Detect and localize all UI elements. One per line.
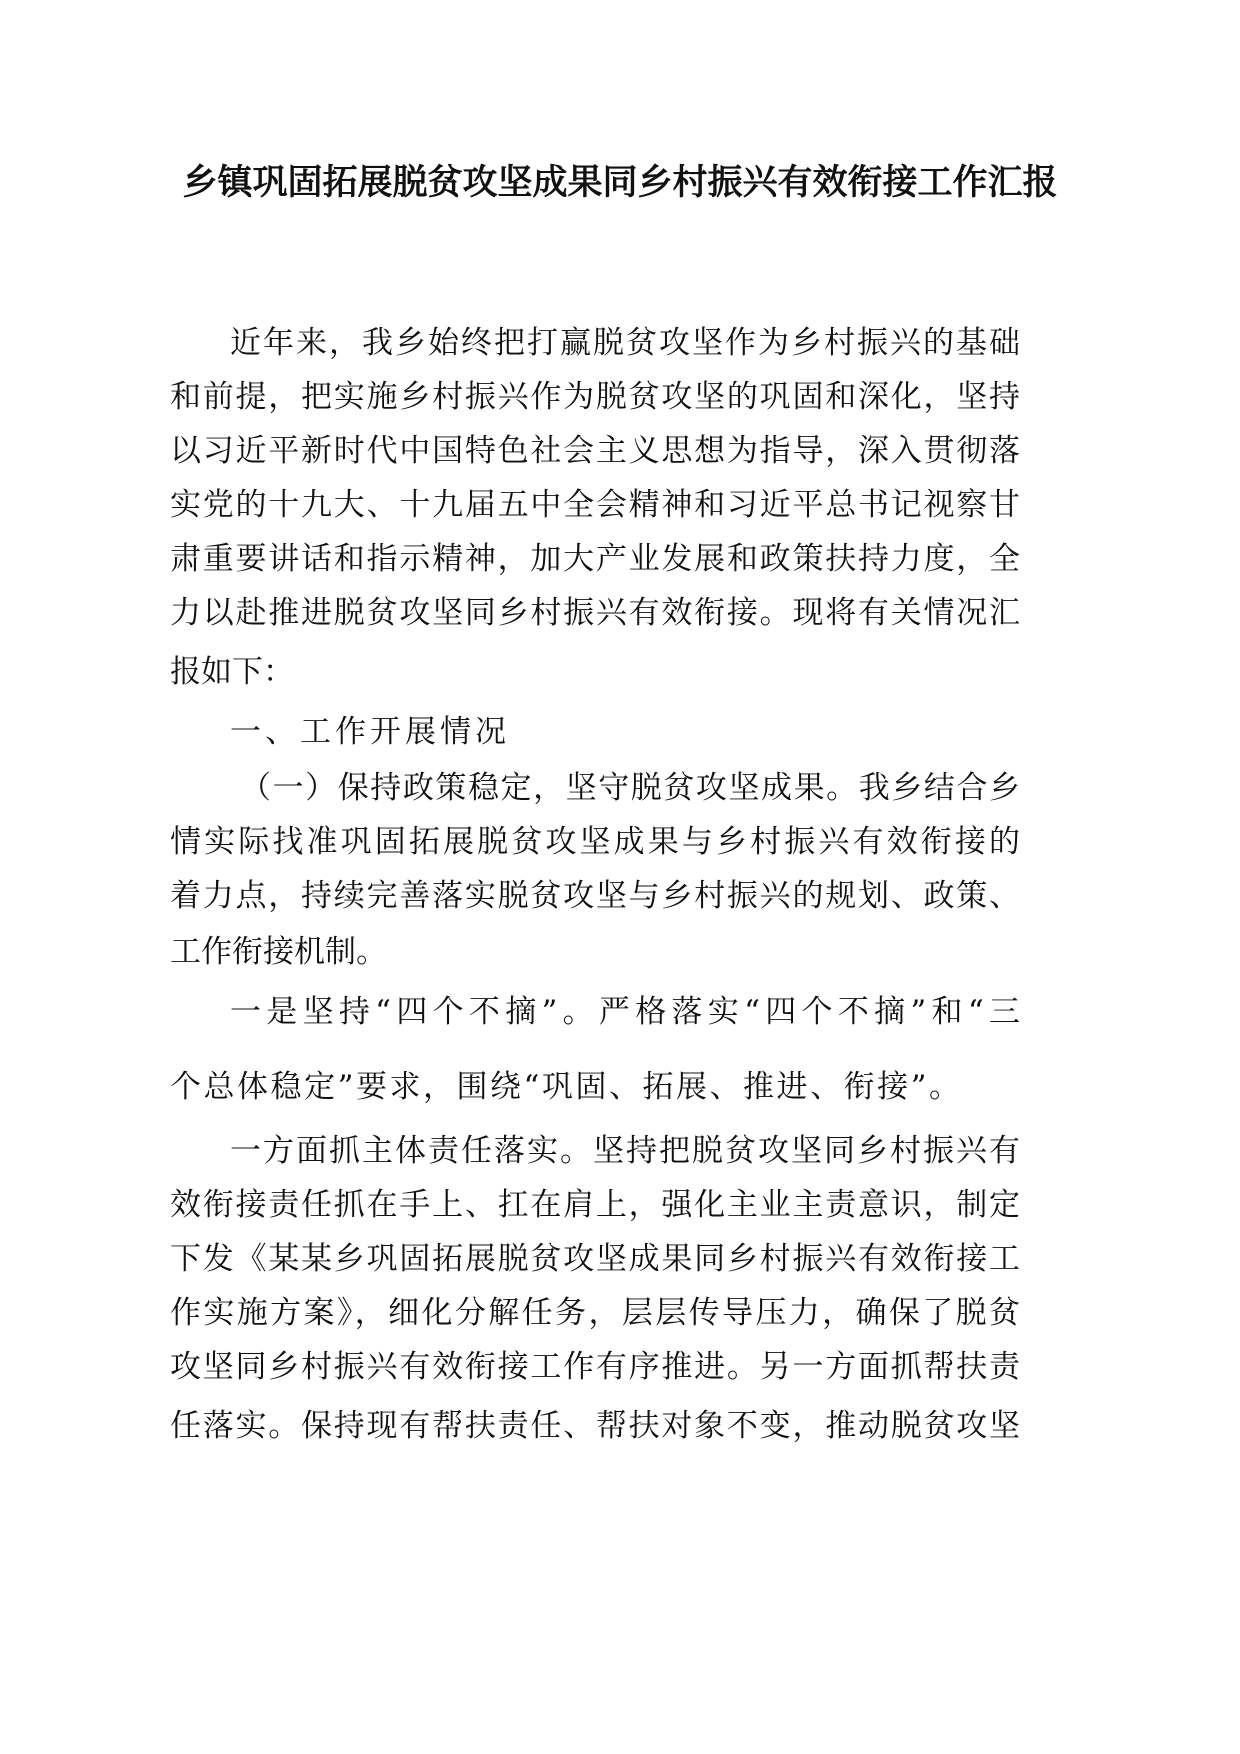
- paragraph-line: 任落实。保持现有帮扶责任、帮扶对象不变，推动脱贫攻坚: [170, 1408, 1020, 1444]
- section-heading: 一、工作开展情况: [230, 714, 510, 750]
- paragraph-line: 报如下：: [170, 654, 294, 690]
- paragraph-line: （一）保持政策稳定，坚守脱贫攻坚成果。我乡结合乡: [240, 770, 1020, 806]
- paragraph-line: 情实际找准巩固拓展脱贫攻坚成果与乡村振兴有效衔接的: [170, 824, 1020, 860]
- paragraph-line: 一是坚持“四个不摘”。严格落实“四个不摘”和“三: [230, 994, 1020, 1030]
- paragraph-line: 个总体稳定”要求，围绕“巩固、拓展、推进、衔接”。: [170, 1069, 960, 1105]
- paragraph-line: 作实施方案》，细化分解任务，层层传导压力，确保了脱贫: [170, 1295, 1020, 1331]
- paragraph-line: 效衔接责任抓在手上、扛在肩上，强化主业主责意识，制定: [170, 1187, 1020, 1223]
- paragraph-line: 攻坚同乡村振兴有效衔接工作有序推进。另一方面抓帮扶责: [170, 1349, 1020, 1385]
- paragraph-line: 和前提，把实施乡村振兴作为脱贫攻坚的巩固和深化，坚持: [170, 379, 1020, 415]
- paragraph-line: 肃重要讲话和指示精神，加大产业发展和政策扶持力度，全: [170, 541, 1020, 577]
- paragraph-line: 实党的十九大、十九届五中全会精神和习近平总书记视察甘: [170, 487, 1020, 523]
- paragraph-line: 一方面抓主体责任落实。坚持把脱贫攻坚同乡村振兴有: [230, 1133, 1020, 1169]
- paragraph-line: 工作衔接机制。: [170, 934, 387, 970]
- paragraph-line: 近年来，我乡始终把打赢脱贫攻坚作为乡村振兴的基础: [230, 325, 1020, 361]
- document-title: 乡镇巩固拓展脱贫攻坚成果同乡村振兴有效衔接工作汇报: [182, 163, 1058, 203]
- paragraph-line: 力以赴推进脱贫攻坚同乡村振兴有效衔接。现将有关情况汇: [170, 595, 1020, 631]
- paragraph-line: 着力点，持续完善落实脱贫攻坚与乡村振兴的规划、政策、: [170, 878, 1020, 914]
- paragraph-line: 以习近平新时代中国特色社会主义思想为指导，深入贯彻落: [170, 433, 1020, 469]
- paragraph-line: 下发《某某乡巩固拓展脱贫攻坚成果同乡村振兴有效衔接工: [170, 1241, 1020, 1277]
